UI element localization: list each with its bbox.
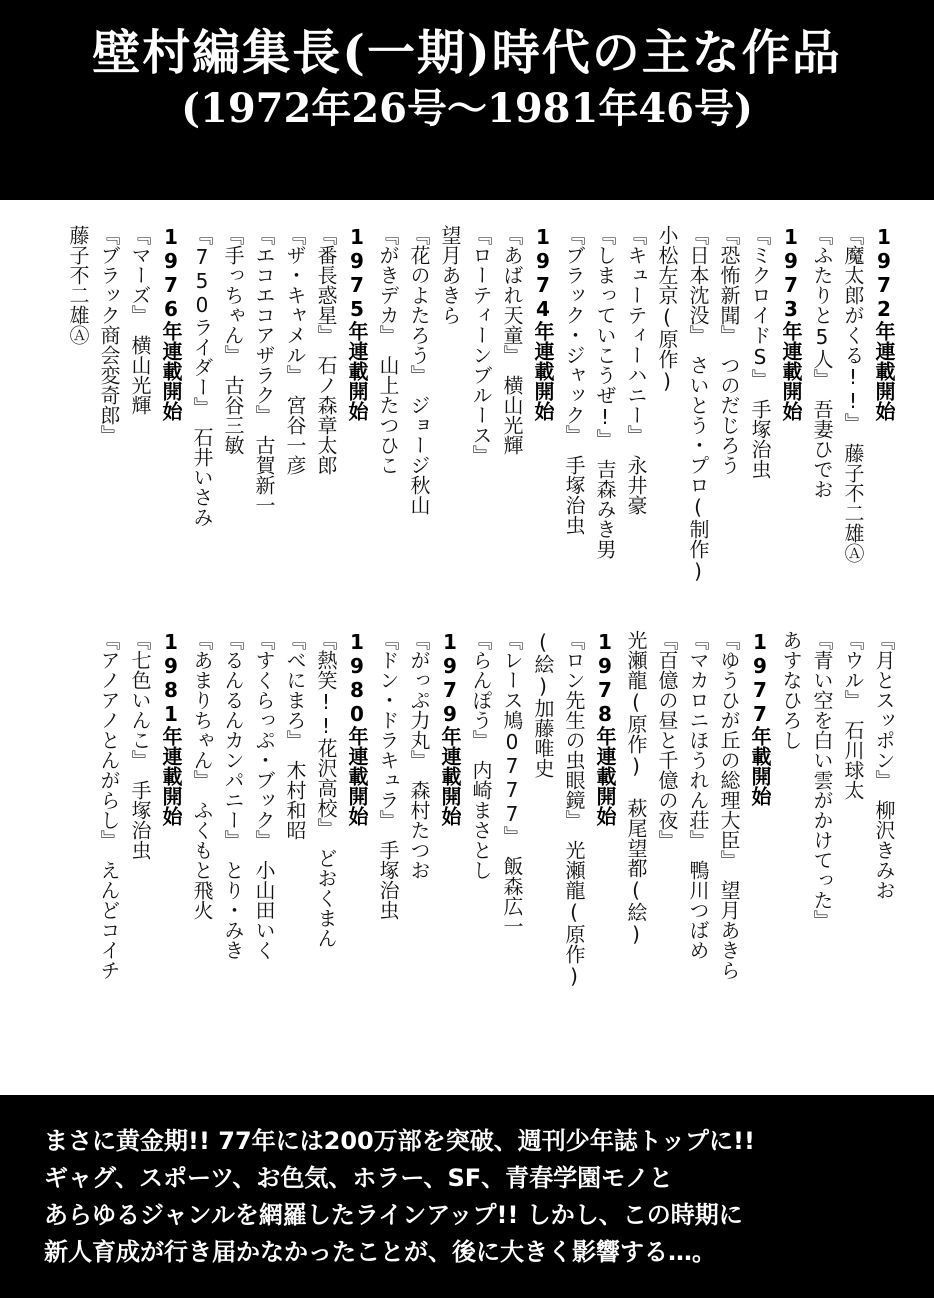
work-entry: 『ザ・キャメル』 宮谷一彦	[283, 225, 307, 475]
work-entry: 『マカロニほうれん荘』 鴨川つばめ	[686, 630, 710, 960]
work-entry: 『ゆうひが丘の総理大臣』 望月あきら	[717, 630, 741, 980]
year-heading: 1977年載開始	[748, 630, 772, 806]
caption-line: ギャグ、スポーツ、お色気、ホラー、SF、青春学園モノと	[44, 1164, 673, 1192]
year-heading: 1976年連載開始	[159, 225, 183, 421]
page-title: 壁村編集長(一期)時代の主な作品	[92, 25, 842, 81]
work-entry: 『750ライダー』 石井いさみ	[190, 225, 214, 527]
work-entry: 『ロン先生の虫眼鏡』 光瀬龍(原作)	[562, 630, 586, 988]
work-entry: 『べにまろ』 木村和昭	[283, 630, 307, 840]
work-entry: 『手っちゃん』 古谷三敏	[221, 225, 245, 455]
caption-line: あらゆるジャンルを網羅したラインアップ!! しかし、この時期に	[44, 1201, 743, 1229]
work-entry: 『あばれ天童』 横山光輝	[500, 225, 524, 455]
work-entry: 藤子不二雄Ⓐ	[66, 225, 90, 345]
work-entry: 『がきデカ』 山上たつひこ	[376, 225, 400, 475]
year-heading: 1974年連載開始	[531, 225, 555, 421]
work-entry: 『七色いんこ』 手塚治虫	[128, 630, 152, 860]
work-entry: 光瀬龍(原作) 萩尾望都(絵)	[624, 630, 648, 946]
work-entry: 『がっぷ力丸』 森村たつお	[407, 630, 431, 880]
year-heading: 1975年連載開始	[345, 225, 369, 421]
work-entry: 『熱笑!!花沢高校』 どおくまん	[314, 630, 338, 948]
work-entry: あすなひろし	[779, 630, 803, 750]
work-entry: 『恐怖新聞』 つのだじろう	[717, 225, 741, 475]
year-heading: 1972年連載開始	[872, 225, 896, 421]
work-entry: 『青い空を白い雲がかけてった』	[810, 630, 834, 930]
work-entry: 『ブラック商会変奇郎』	[97, 225, 121, 445]
works-list-1972-1976	[40, 225, 900, 625]
work-entry: 『キューティーハニー』 永井豪	[624, 225, 648, 515]
work-entry: 『日本沈没』 さいとう・プロ(制作)	[686, 225, 710, 583]
works-list-1976-1981	[40, 630, 900, 1030]
work-entry: 『すくらっぷ・ブック』 小山田いく	[252, 630, 276, 960]
work-entry: 『ミクロイドS』 手塚治虫	[748, 225, 772, 479]
year-heading: 1978年連載開始	[593, 630, 617, 826]
work-entry: 『百億の昼と千億の夜』	[655, 630, 679, 850]
footer-caption	[0, 1095, 934, 1298]
work-entry: 『ブラック・ジャック』 手塚治虫	[562, 225, 586, 535]
year-heading: 1981年連載開始	[159, 630, 183, 826]
work-entry: 『魔太郎がくる!!』 藤子不二雄Ⓐ	[841, 225, 865, 563]
work-entry: 『マーズ』 横山光輝	[128, 225, 152, 415]
work-entry: 『番長惑星』 石ノ森章太郎	[314, 225, 338, 475]
work-entry: 『らんぽう』 内崎まさとし	[469, 630, 493, 880]
work-entry: 『しまっていこうぜ!』 吉森みき男	[593, 225, 617, 559]
work-entry: 『ウル』 石川球太	[841, 630, 865, 800]
work-entry: 望月あきら	[438, 225, 462, 325]
header-banner	[0, 0, 934, 200]
work-entry: 『ふたりと5人』 吾妻ひでお	[810, 225, 834, 499]
page-subtitle: (1972年26号〜1981年46号)	[181, 85, 753, 132]
caption-line: 新人育成が行き届かなかったことが、後に大きく影響する…。	[44, 1238, 716, 1266]
work-entry: 『アノアノとんがらし』 えんどコイチ	[97, 630, 121, 980]
work-entry: 『ドン・ドラキュラ』 手塚治虫	[376, 630, 400, 920]
work-entry: 『ローティーンブルース』	[469, 225, 493, 465]
caption-line: まさに黄金期!! 77年には200万部を突破、週刊少年誌トップに!!	[44, 1127, 755, 1155]
work-entry: 『花のよたろう』 ジョージ秋山	[407, 225, 431, 515]
year-heading: 1980年連載開始	[345, 630, 369, 826]
work-entry: 『エコエコアザラク』 古賀新一	[252, 225, 276, 515]
year-heading: 1973年連載開始	[779, 225, 803, 421]
work-entry: 『るんるんカンパニー』 とり・みき	[221, 630, 245, 960]
work-entry: 『あまりちゃん』 ふくもと飛火	[190, 630, 214, 920]
work-entry: 小松左京(原作)	[655, 225, 679, 393]
year-heading: 1979年連載開始	[438, 630, 462, 826]
work-entry: 『レース鳩0777』 飯森広一	[500, 630, 524, 936]
work-entry: 『月とスッポン』 柳沢きみお	[872, 630, 896, 900]
work-entry: (絵)加藤唯史	[531, 630, 555, 778]
